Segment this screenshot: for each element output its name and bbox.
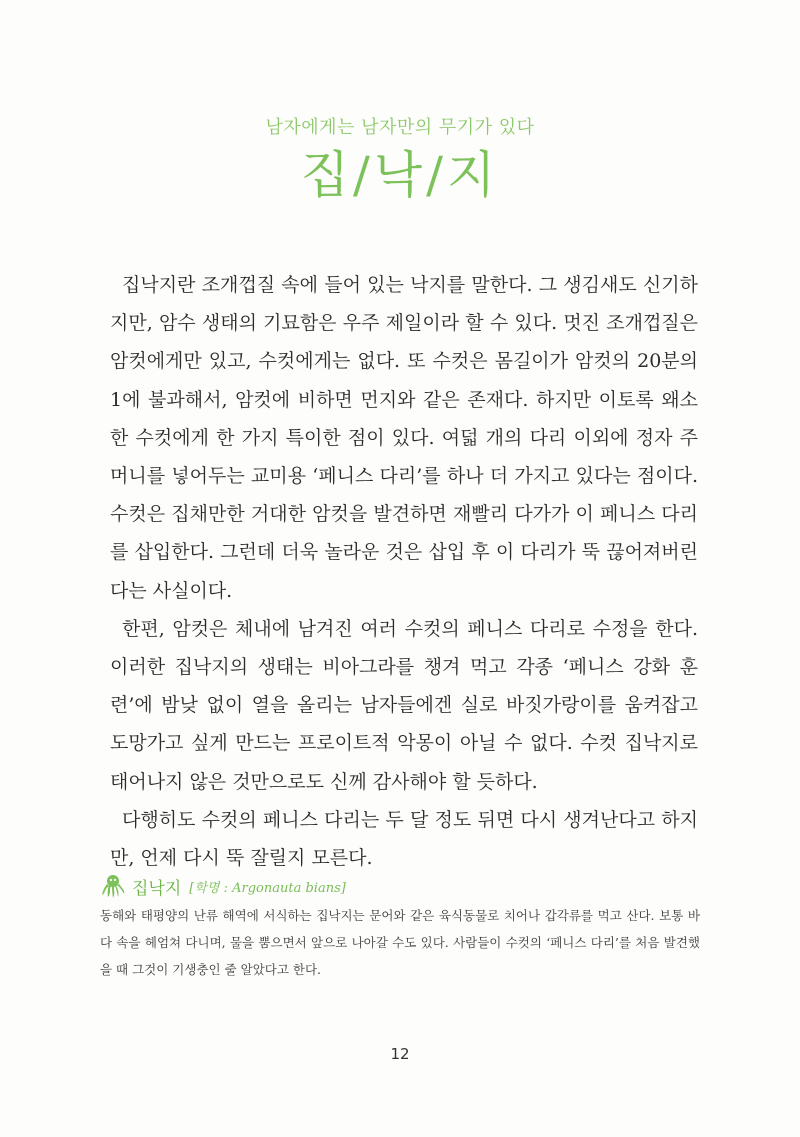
chapter-subtitle: 남자에게는 남자만의 무기가 있다 xyxy=(265,117,535,138)
body-text xyxy=(110,266,698,877)
note-scientific-name: [학명 : Argonauta bians] xyxy=(189,880,346,896)
note-title: 집낙지 xyxy=(132,878,182,899)
page-number: 12 xyxy=(390,1045,410,1063)
paragraph-1: 집낙지란 조개껍질 속에 들어 있는 낙지를 말한다. 그 생김새도 신기하지만, 암수 생태의 기묘함은 우주 제일이라 할 수 있다. 멋진 조개껍질은 암컷에게만 있고, 수컷에게는 없다. 또 수컷은 몸길이가 암컷의 20분의 1에 불과해서, 암컷에 비하면 먼지와 같은 존재다. 하지만 이토록 왜소한 수컷에게 한 가지 특이한 점이 있다. 여덟 개의 다리 이외에 정자 주머니를 넣어두는 교미용 ‘페니스 다리’를 하나 더 가지고 있다는 점이다. 수컷은 집채만한 거대한 암컷을 발견하면 재빨리 다가가 이 페니스 다리를 삽입한다. 그런데 더욱 놀라운 것은 삽입 후 이 다리가 뚝 끊어져버린다는 사실이다. xyxy=(110,274,698,602)
chapter-title: 집/낙/지 xyxy=(300,146,500,204)
paragraph-2: 한편, 암컷은 체내에 남겨진 여러 수컷의 페니스 다리로 수정을 한다. 이러한 집낙지의 생태는 비아그라를 챙겨 먹고 각종 ‘페니스 강화 훈련’에 밤낮 없이 열을 올리는 남자들에겐 실로 바짓가랑이를 움켜잡고 도망가고 싶게 만드는 프로이트적 악몽이 아닐 수 없다. 수컷 집낙지로 태어나지 않은 것만으로도 신께 감사해야 할 듯하다. xyxy=(110,617,698,793)
paragraph-3: 다행히도 수컷의 페니스 다리는 두 달 정도 뒤면 다시 생겨난다고 하지만, 언제 다시 뚝 잘릴지 모른다. xyxy=(110,808,698,870)
octopus-icon xyxy=(100,873,126,899)
note-header xyxy=(100,872,700,900)
info-note xyxy=(100,872,700,983)
note-body: 동해와 태평양의 난류 해역에 서식하는 집낙지는 문어와 같은 육식동물로 치어나 갑각류를 먹고 산다. 보통 바다 속을 헤엄쳐 다니며, 물을 뿜으면서 앞으로 나아갈 수도 있다. 사람들이 수컷의 ‘페니스 다리’를 처음 발견했을 때 그것이 기생충인 줄 알았다고 한다. xyxy=(100,908,700,977)
